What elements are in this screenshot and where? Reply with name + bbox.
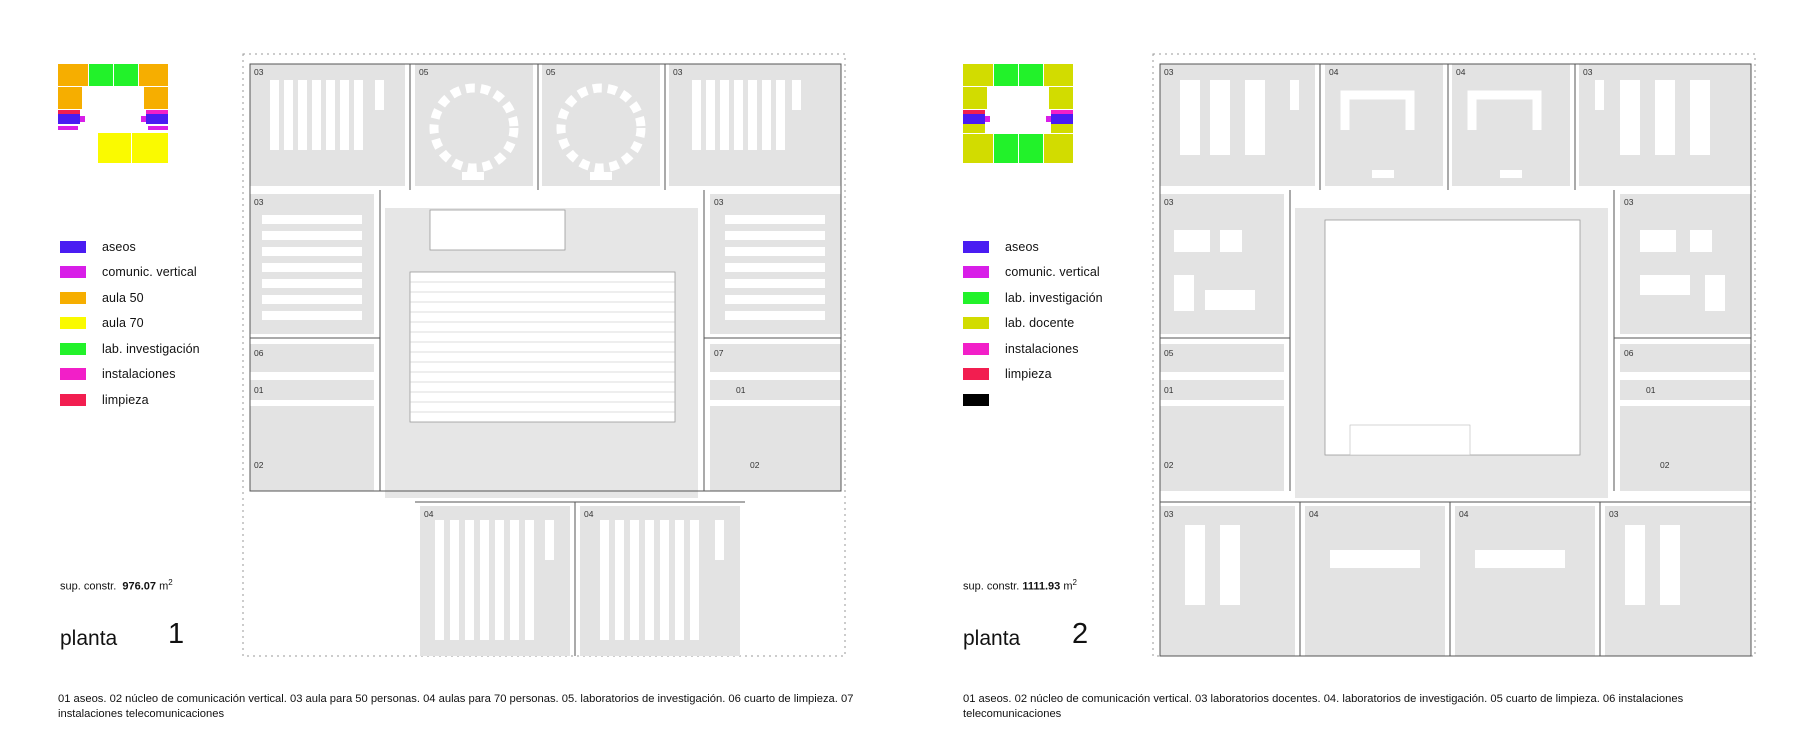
room-number: 03 — [673, 67, 683, 77]
room-aseos — [250, 380, 374, 400]
legend-item — [60, 285, 200, 311]
legend-item — [60, 362, 200, 388]
legend-item — [60, 234, 200, 260]
legend-label: limpieza — [1005, 367, 1052, 382]
floor-label: planta — [963, 627, 1021, 650]
key-block-lab-docente — [963, 87, 987, 109]
surface-area — [60, 578, 173, 593]
room-number: 01 — [1646, 385, 1656, 395]
legend-2 — [963, 234, 1103, 413]
key-block-lab — [114, 64, 138, 86]
lab-desk — [1372, 170, 1394, 178]
courtyard-void — [1325, 220, 1580, 455]
key-block-aula70 — [132, 133, 168, 163]
surface-area — [963, 578, 1077, 593]
stair-block — [410, 272, 675, 422]
key-block-comunic — [80, 116, 85, 122]
legend-label: aula 50 — [102, 290, 144, 305]
legend-item — [963, 285, 1103, 311]
legend-label: aula 70 — [102, 316, 144, 331]
key-block-lab — [89, 64, 113, 86]
stair-block — [1350, 425, 1470, 455]
legend-swatch — [60, 317, 86, 329]
room-aseos — [710, 380, 841, 400]
room-number: 05 — [419, 67, 429, 77]
room-number: 02 — [1164, 460, 1174, 470]
legend-swatch — [60, 266, 86, 278]
room-number: 07 — [714, 348, 724, 358]
room-number: 02 — [254, 460, 264, 470]
room-limpieza — [1160, 344, 1284, 372]
color-key-diagram-1 — [58, 64, 168, 174]
key-block-lab — [994, 134, 1018, 163]
room-aseos — [1160, 406, 1284, 491]
legend-label: lab. investigación — [1005, 290, 1103, 305]
floor-number: 1 — [168, 618, 185, 650]
surface-unit-exponent: 2 — [1072, 578, 1077, 587]
legend-label: limpieza — [102, 392, 149, 407]
key-block-lab-docente — [1044, 64, 1073, 86]
surface-unit-exponent: 2 — [168, 578, 173, 587]
legend-label: aseos — [1005, 239, 1039, 254]
room-aseos — [1620, 406, 1751, 491]
room-number: 01 — [254, 385, 264, 395]
key-block-lab-docente — [1049, 87, 1073, 109]
surface-unit: m — [159, 580, 169, 593]
legend-item — [60, 336, 200, 362]
desk-grid — [1180, 80, 1710, 155]
key-block-aseos — [146, 114, 168, 124]
legend-swatch — [60, 343, 86, 355]
room-number: 03 — [1164, 509, 1174, 519]
room-number: 02 — [1660, 460, 1670, 470]
key-block-lab-docente — [963, 124, 985, 133]
room-instalaciones — [1620, 344, 1751, 372]
room-number: 04 — [1329, 67, 1339, 77]
legend-swatch — [963, 241, 989, 253]
key-block-aula50 — [58, 87, 82, 109]
room-number: 03 — [1583, 67, 1593, 77]
plan-caption: 01 aseos. 02 núcleo de comunicación vertical. 03 aula para 50 personas. 04 aulas para 70 personas. 05. laboratorios de investigación. 06 cuarto de limpieza. 07 instalaciones telecomunicaciones — [58, 693, 854, 720]
room-number: 03 — [254, 197, 264, 207]
legend-label: instalaciones — [1005, 341, 1079, 356]
legend-swatch — [60, 292, 86, 304]
legend-item — [963, 234, 1103, 260]
room-number: 05 — [1164, 348, 1174, 358]
key-block-aseos — [58, 114, 80, 124]
legend-label: instalaciones — [102, 367, 176, 382]
legend-item — [60, 387, 200, 413]
room-number: 06 — [1624, 348, 1634, 358]
legend-swatch — [963, 317, 989, 329]
key-block-comunic — [148, 126, 168, 130]
key-block-comunic — [141, 116, 146, 122]
lab-desk — [590, 172, 612, 180]
legend-item — [963, 311, 1103, 337]
surface-label: sup. constr. — [963, 580, 1020, 593]
key-block-aula50 — [139, 64, 168, 86]
room-number: 01 — [736, 385, 746, 395]
key-block-lab-docente — [963, 134, 993, 163]
room-number: 06 — [254, 348, 264, 358]
surface-value: 976.07 — [122, 580, 157, 593]
legend-label: lab. docente — [1005, 316, 1075, 331]
legend-item — [60, 311, 200, 337]
legend-swatch — [60, 241, 86, 253]
floor-plan-panel-2 — [900, 0, 1800, 746]
room-lab-docente — [1620, 194, 1751, 334]
room-number: 04 — [424, 509, 434, 519]
color-key-diagram-2 — [963, 64, 1073, 174]
key-block-instalaciones — [1051, 110, 1073, 114]
room-aseos — [250, 406, 374, 491]
room-number: 03 — [1164, 197, 1174, 207]
key-block-aula70 — [98, 133, 131, 163]
plan-caption: 01 aseos. 02 núcleo de comunicación vertical. 03 laboratorios docentes. 04. laboratorios de investigación. 05 cuarto de limpieza. 06 instalaciones telecomunicaciones — [963, 693, 1684, 720]
lab-desk — [462, 172, 484, 180]
legend-swatch — [963, 266, 989, 278]
floor-plan-drawing-1 — [240, 50, 850, 660]
surface-unit: m — [1063, 580, 1073, 593]
room-number: 02 — [750, 460, 760, 470]
key-block-limpieza — [963, 110, 985, 114]
surface-label: sup. constr. — [60, 580, 117, 593]
legend-label: aseos — [102, 239, 136, 254]
legend-item — [963, 260, 1103, 286]
room-aseos — [1620, 380, 1751, 400]
room-lab-docente — [1160, 194, 1284, 334]
room-number: 01 — [1164, 385, 1174, 395]
legend-swatch — [963, 394, 989, 406]
legend-swatch — [963, 368, 989, 380]
key-block-aseos — [963, 114, 985, 124]
courtyard-void — [430, 210, 565, 250]
room-limpieza — [250, 344, 374, 372]
legend-item — [963, 336, 1103, 362]
legend-item — [963, 387, 1103, 413]
key-block-limpieza — [58, 110, 80, 114]
legend-swatch — [963, 292, 989, 304]
legend-swatch — [60, 394, 86, 406]
room-aseos — [1160, 380, 1284, 400]
floor-label: planta — [60, 627, 118, 650]
key-block-aula50 — [58, 64, 88, 86]
room-number: 03 — [714, 197, 724, 207]
surface-value: 1111.93 — [1022, 580, 1061, 593]
key-block-comunic — [985, 116, 990, 122]
room-number: 04 — [584, 509, 594, 519]
floor-number: 2 — [1072, 618, 1089, 650]
room-lab-investigacion — [1455, 506, 1595, 656]
legend-label: comunic. vertical — [1005, 265, 1100, 280]
legend-item — [60, 260, 200, 286]
room-instalaciones — [710, 344, 841, 372]
room-number: 03 — [254, 67, 264, 77]
room-number: 04 — [1309, 509, 1319, 519]
room-number: 03 — [1164, 67, 1174, 77]
room-aseos — [710, 406, 841, 491]
room-number: 03 — [1624, 197, 1634, 207]
room-number: 04 — [1459, 509, 1469, 519]
legend-label: comunic. vertical — [102, 265, 197, 280]
key-block-lab — [1019, 134, 1043, 163]
key-block-lab — [994, 64, 1018, 86]
legend-swatch — [963, 343, 989, 355]
key-block-comunic — [58, 126, 78, 130]
key-block-instalaciones — [146, 110, 168, 114]
key-block-aula50 — [144, 87, 168, 109]
room-number: 04 — [1456, 67, 1466, 77]
legend-item — [963, 362, 1103, 388]
legend-swatch — [60, 368, 86, 380]
key-block-comunic — [1046, 116, 1051, 122]
key-block-aseos — [1051, 114, 1073, 124]
floor-plan-drawing-2 — [1150, 50, 1760, 660]
key-block-lab — [1019, 64, 1043, 86]
key-block-lab-docente — [963, 64, 993, 86]
room-number: 05 — [546, 67, 556, 77]
room-number: 03 — [1609, 509, 1619, 519]
key-block-lab-docente — [1044, 134, 1073, 163]
lab-desk — [1500, 170, 1522, 178]
room-lab-investigacion — [1305, 506, 1445, 656]
key-block-lab-docente — [1051, 124, 1073, 133]
legend-1 — [60, 234, 200, 413]
legend-label: lab. investigación — [102, 341, 200, 356]
